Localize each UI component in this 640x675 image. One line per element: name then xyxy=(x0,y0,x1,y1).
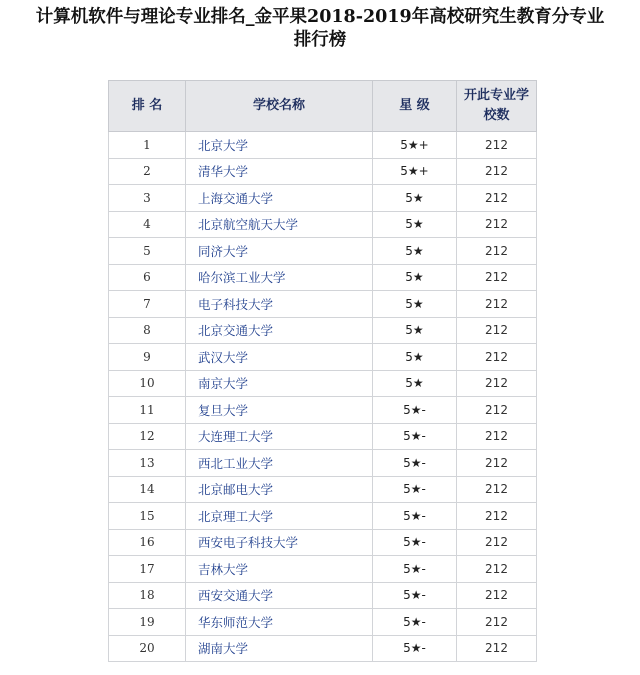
rank-cell: 13 xyxy=(109,450,186,477)
star-level-cell: 5★ xyxy=(373,264,457,291)
school-count-cell: 212 xyxy=(457,609,537,636)
ranking-table xyxy=(108,80,537,662)
rank-cell: 6 xyxy=(109,264,186,291)
star-level-cell: 5★- xyxy=(373,635,457,662)
rank-cell: 18 xyxy=(109,582,186,609)
table-row xyxy=(109,609,537,636)
school-count-cell: 212 xyxy=(457,397,537,424)
header-level: 星 级 xyxy=(373,81,457,132)
table-row xyxy=(109,158,537,185)
table-header-row xyxy=(109,81,537,132)
table-row xyxy=(109,211,537,238)
table-row xyxy=(109,132,537,159)
school-name-cell: 上海交通大学 xyxy=(186,185,373,212)
rank-cell: 10 xyxy=(109,370,186,397)
star-level-cell: 5★- xyxy=(373,529,457,556)
table-row xyxy=(109,264,537,291)
table-row xyxy=(109,397,537,424)
page-title xyxy=(0,6,640,52)
star-level-cell: 5★ xyxy=(373,317,457,344)
rank-cell: 11 xyxy=(109,397,186,424)
school-count-cell: 212 xyxy=(457,635,537,662)
table-row xyxy=(109,238,537,265)
school-name-cell: 北京邮电大学 xyxy=(186,476,373,503)
header-count-line-2: 校数 xyxy=(483,108,510,123)
school-count-cell: 212 xyxy=(457,423,537,450)
rank-cell: 19 xyxy=(109,609,186,636)
school-name-cell: 湖南大学 xyxy=(186,635,373,662)
rank-cell: 16 xyxy=(109,529,186,556)
school-count-cell: 212 xyxy=(457,211,537,238)
school-name-cell: 北京航空航天大学 xyxy=(186,211,373,238)
rank-cell: 4 xyxy=(109,211,186,238)
rank-cell: 20 xyxy=(109,635,186,662)
star-level-cell: 5★- xyxy=(373,503,457,530)
header-count-line-1: 开此专业学 xyxy=(463,88,529,103)
school-count-cell: 212 xyxy=(457,238,537,265)
table-row xyxy=(109,635,537,662)
school-name-cell: 西安电子科技大学 xyxy=(186,529,373,556)
star-level-cell: 5★ xyxy=(373,291,457,318)
star-level-cell: 5★ xyxy=(373,370,457,397)
school-count-cell: 212 xyxy=(457,344,537,371)
table-row xyxy=(109,503,537,530)
school-name-cell: 吉林大学 xyxy=(186,556,373,583)
table-row xyxy=(109,317,537,344)
rank-cell: 8 xyxy=(109,317,186,344)
school-name-cell: 武汉大学 xyxy=(186,344,373,371)
school-name-cell: 华东师范大学 xyxy=(186,609,373,636)
rank-cell: 1 xyxy=(109,132,186,159)
school-count-cell: 212 xyxy=(457,503,537,530)
rank-cell: 12 xyxy=(109,423,186,450)
school-count-cell: 212 xyxy=(457,450,537,477)
table-row xyxy=(109,370,537,397)
school-name-cell: 北京大学 xyxy=(186,132,373,159)
school-count-cell: 212 xyxy=(457,556,537,583)
star-level-cell: 5★- xyxy=(373,476,457,503)
table-row xyxy=(109,556,537,583)
star-level-cell: 5★- xyxy=(373,450,457,477)
school-count-cell: 212 xyxy=(457,317,537,344)
school-count-cell: 212 xyxy=(457,158,537,185)
star-level-cell: 5★- xyxy=(373,582,457,609)
rank-cell: 14 xyxy=(109,476,186,503)
page-title-line-2: 排行榜 xyxy=(293,30,347,50)
table-row xyxy=(109,529,537,556)
school-count-cell: 212 xyxy=(457,582,537,609)
table-row xyxy=(109,450,537,477)
rank-cell: 7 xyxy=(109,291,186,318)
star-level-cell: 5★ xyxy=(373,211,457,238)
school-count-cell: 212 xyxy=(457,529,537,556)
table-body xyxy=(109,132,537,662)
school-count-cell: 212 xyxy=(457,476,537,503)
rank-cell: 15 xyxy=(109,503,186,530)
star-level-cell: 5★ xyxy=(373,185,457,212)
table-header xyxy=(109,81,537,132)
school-name-cell: 电子科技大学 xyxy=(186,291,373,318)
school-name-cell: 南京大学 xyxy=(186,370,373,397)
school-name-cell: 复旦大学 xyxy=(186,397,373,424)
header-count xyxy=(457,81,537,132)
star-level-cell: 5★- xyxy=(373,556,457,583)
table-row xyxy=(109,476,537,503)
rank-cell: 2 xyxy=(109,158,186,185)
rank-cell: 5 xyxy=(109,238,186,265)
rank-cell: 3 xyxy=(109,185,186,212)
table-row xyxy=(109,291,537,318)
rank-cell: 9 xyxy=(109,344,186,371)
table-row xyxy=(109,423,537,450)
star-level-cell: 5★ xyxy=(373,344,457,371)
rank-cell: 17 xyxy=(109,556,186,583)
star-level-cell: 5★ xyxy=(373,238,457,265)
school-name-cell: 大连理工大学 xyxy=(186,423,373,450)
star-level-cell: 5★- xyxy=(373,423,457,450)
school-count-cell: 212 xyxy=(457,370,537,397)
header-school: 学校名称 xyxy=(186,81,373,132)
school-name-cell: 同济大学 xyxy=(186,238,373,265)
star-level-cell: 5★+ xyxy=(373,132,457,159)
school-count-cell: 212 xyxy=(457,185,537,212)
header-rank: 排 名 xyxy=(109,81,186,132)
page-title-line-1: 计算机软件与理论专业排名_金平果2018-2019年高校研究生教育分专业 xyxy=(35,7,605,27)
table-row xyxy=(109,185,537,212)
star-level-cell: 5★- xyxy=(373,609,457,636)
school-count-cell: 212 xyxy=(457,264,537,291)
school-name-cell: 西北工业大学 xyxy=(186,450,373,477)
school-count-cell: 212 xyxy=(457,291,537,318)
table-row xyxy=(109,344,537,371)
school-count-cell: 212 xyxy=(457,132,537,159)
star-level-cell: 5★- xyxy=(373,397,457,424)
school-name-cell: 北京理工大学 xyxy=(186,503,373,530)
school-name-cell: 西安交通大学 xyxy=(186,582,373,609)
star-level-cell: 5★+ xyxy=(373,158,457,185)
school-name-cell: 清华大学 xyxy=(186,158,373,185)
school-name-cell: 哈尔滨工业大学 xyxy=(186,264,373,291)
table-row xyxy=(109,582,537,609)
school-name-cell: 北京交通大学 xyxy=(186,317,373,344)
